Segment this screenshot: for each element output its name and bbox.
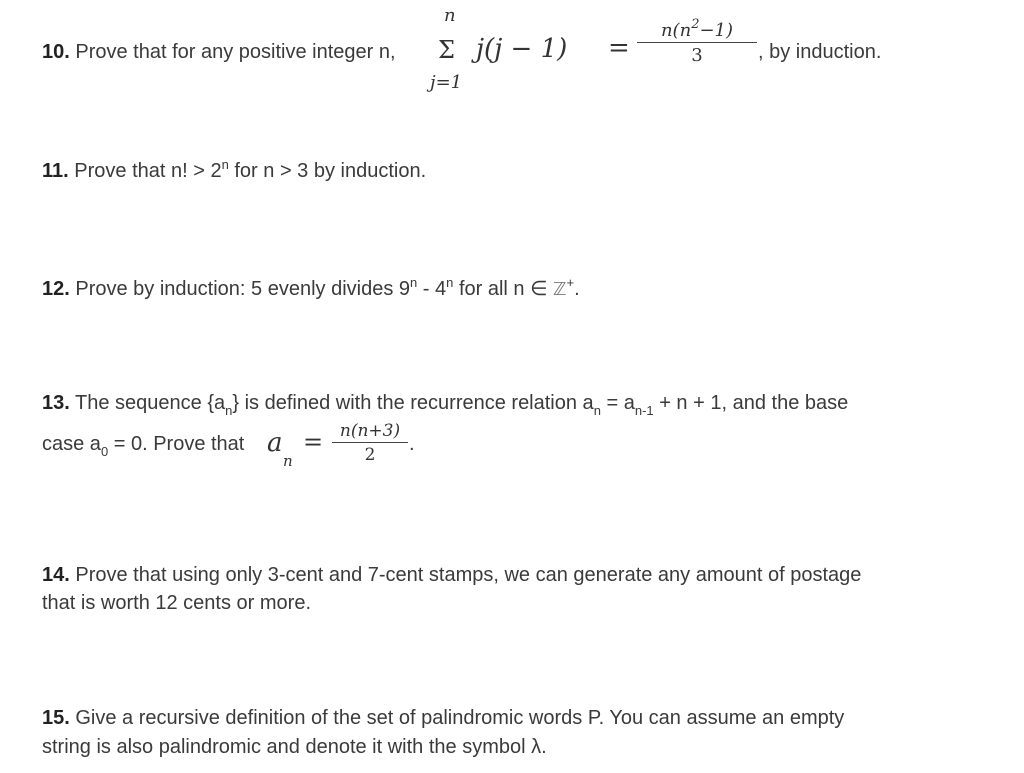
problem-text-tail: , by induction.	[758, 41, 882, 63]
problem-number: 13.	[42, 392, 70, 414]
superscript: n	[410, 275, 418, 290]
problem-text: Prove that n! > 2	[68, 160, 222, 182]
problem-number: 10.	[42, 41, 70, 63]
problem-text: Prove by induction: 5 evenly divides 9	[69, 278, 411, 300]
equals-sign: =	[303, 428, 324, 456]
fraction	[332, 421, 408, 465]
problem-14-line-1: 14. Prove that using only 3-cent and 7-cent stamps, we can generate any amount of postage	[42, 564, 862, 586]
problem-10-text	[42, 41, 396, 64]
problem-11	[42, 157, 427, 183]
superscript: +	[566, 275, 575, 290]
problem-15-line-1: 15. Give a recursive definition of the set of palindromic words P. You can assume an empty	[42, 707, 845, 729]
problem-number: 15.	[42, 707, 70, 729]
problem-number: 12.	[42, 278, 70, 300]
superscript: n	[446, 275, 454, 290]
math-variable: a	[267, 428, 283, 458]
problem-12	[42, 276, 580, 301]
fraction-numerator: n(n+3)	[332, 421, 408, 443]
fraction-numerator: $n(n^2-1)$	[637, 20, 757, 43]
sum-upper-limit: n	[444, 5, 456, 26]
integer-set-symbol: ℤ	[553, 279, 567, 300]
period: .	[409, 433, 415, 455]
summand: j(j − 1)	[476, 34, 568, 64]
problem-text: for n > 3 by induction.	[228, 160, 427, 182]
problem-number: 14.	[42, 564, 70, 586]
problem-text: .	[574, 278, 580, 300]
fraction-denominator: 3	[691, 45, 703, 66]
sigma-symbol: Σ	[438, 36, 455, 64]
problem-text: - 4	[417, 278, 447, 300]
problem-15-line-2: string is also palindromic and denote it with the symbol λ.	[42, 736, 547, 758]
equals-sign: =	[608, 33, 630, 63]
problem-13-line-2: case $a_0 = 0$. Prove that	[42, 433, 245, 459]
problem-text: Prove that for any positive integer n,	[69, 41, 396, 63]
fraction-denominator: 2	[364, 445, 376, 465]
math-subscript: n	[283, 452, 293, 470]
problem-13-line-1: 13. The sequence $\{a_n\}$ is defined with the recurrence relation $a_n = a_{n-1} + n + 1$, and the base	[42, 392, 849, 418]
problem-14-line-2: that is worth 12 cents or more.	[42, 592, 312, 614]
superscript: n	[221, 157, 229, 172]
fraction	[637, 17, 757, 66]
problem-number: 11.	[42, 160, 69, 182]
sum-lower-limit: j=1	[430, 72, 463, 93]
problem-text: for all n ∈	[453, 278, 554, 300]
